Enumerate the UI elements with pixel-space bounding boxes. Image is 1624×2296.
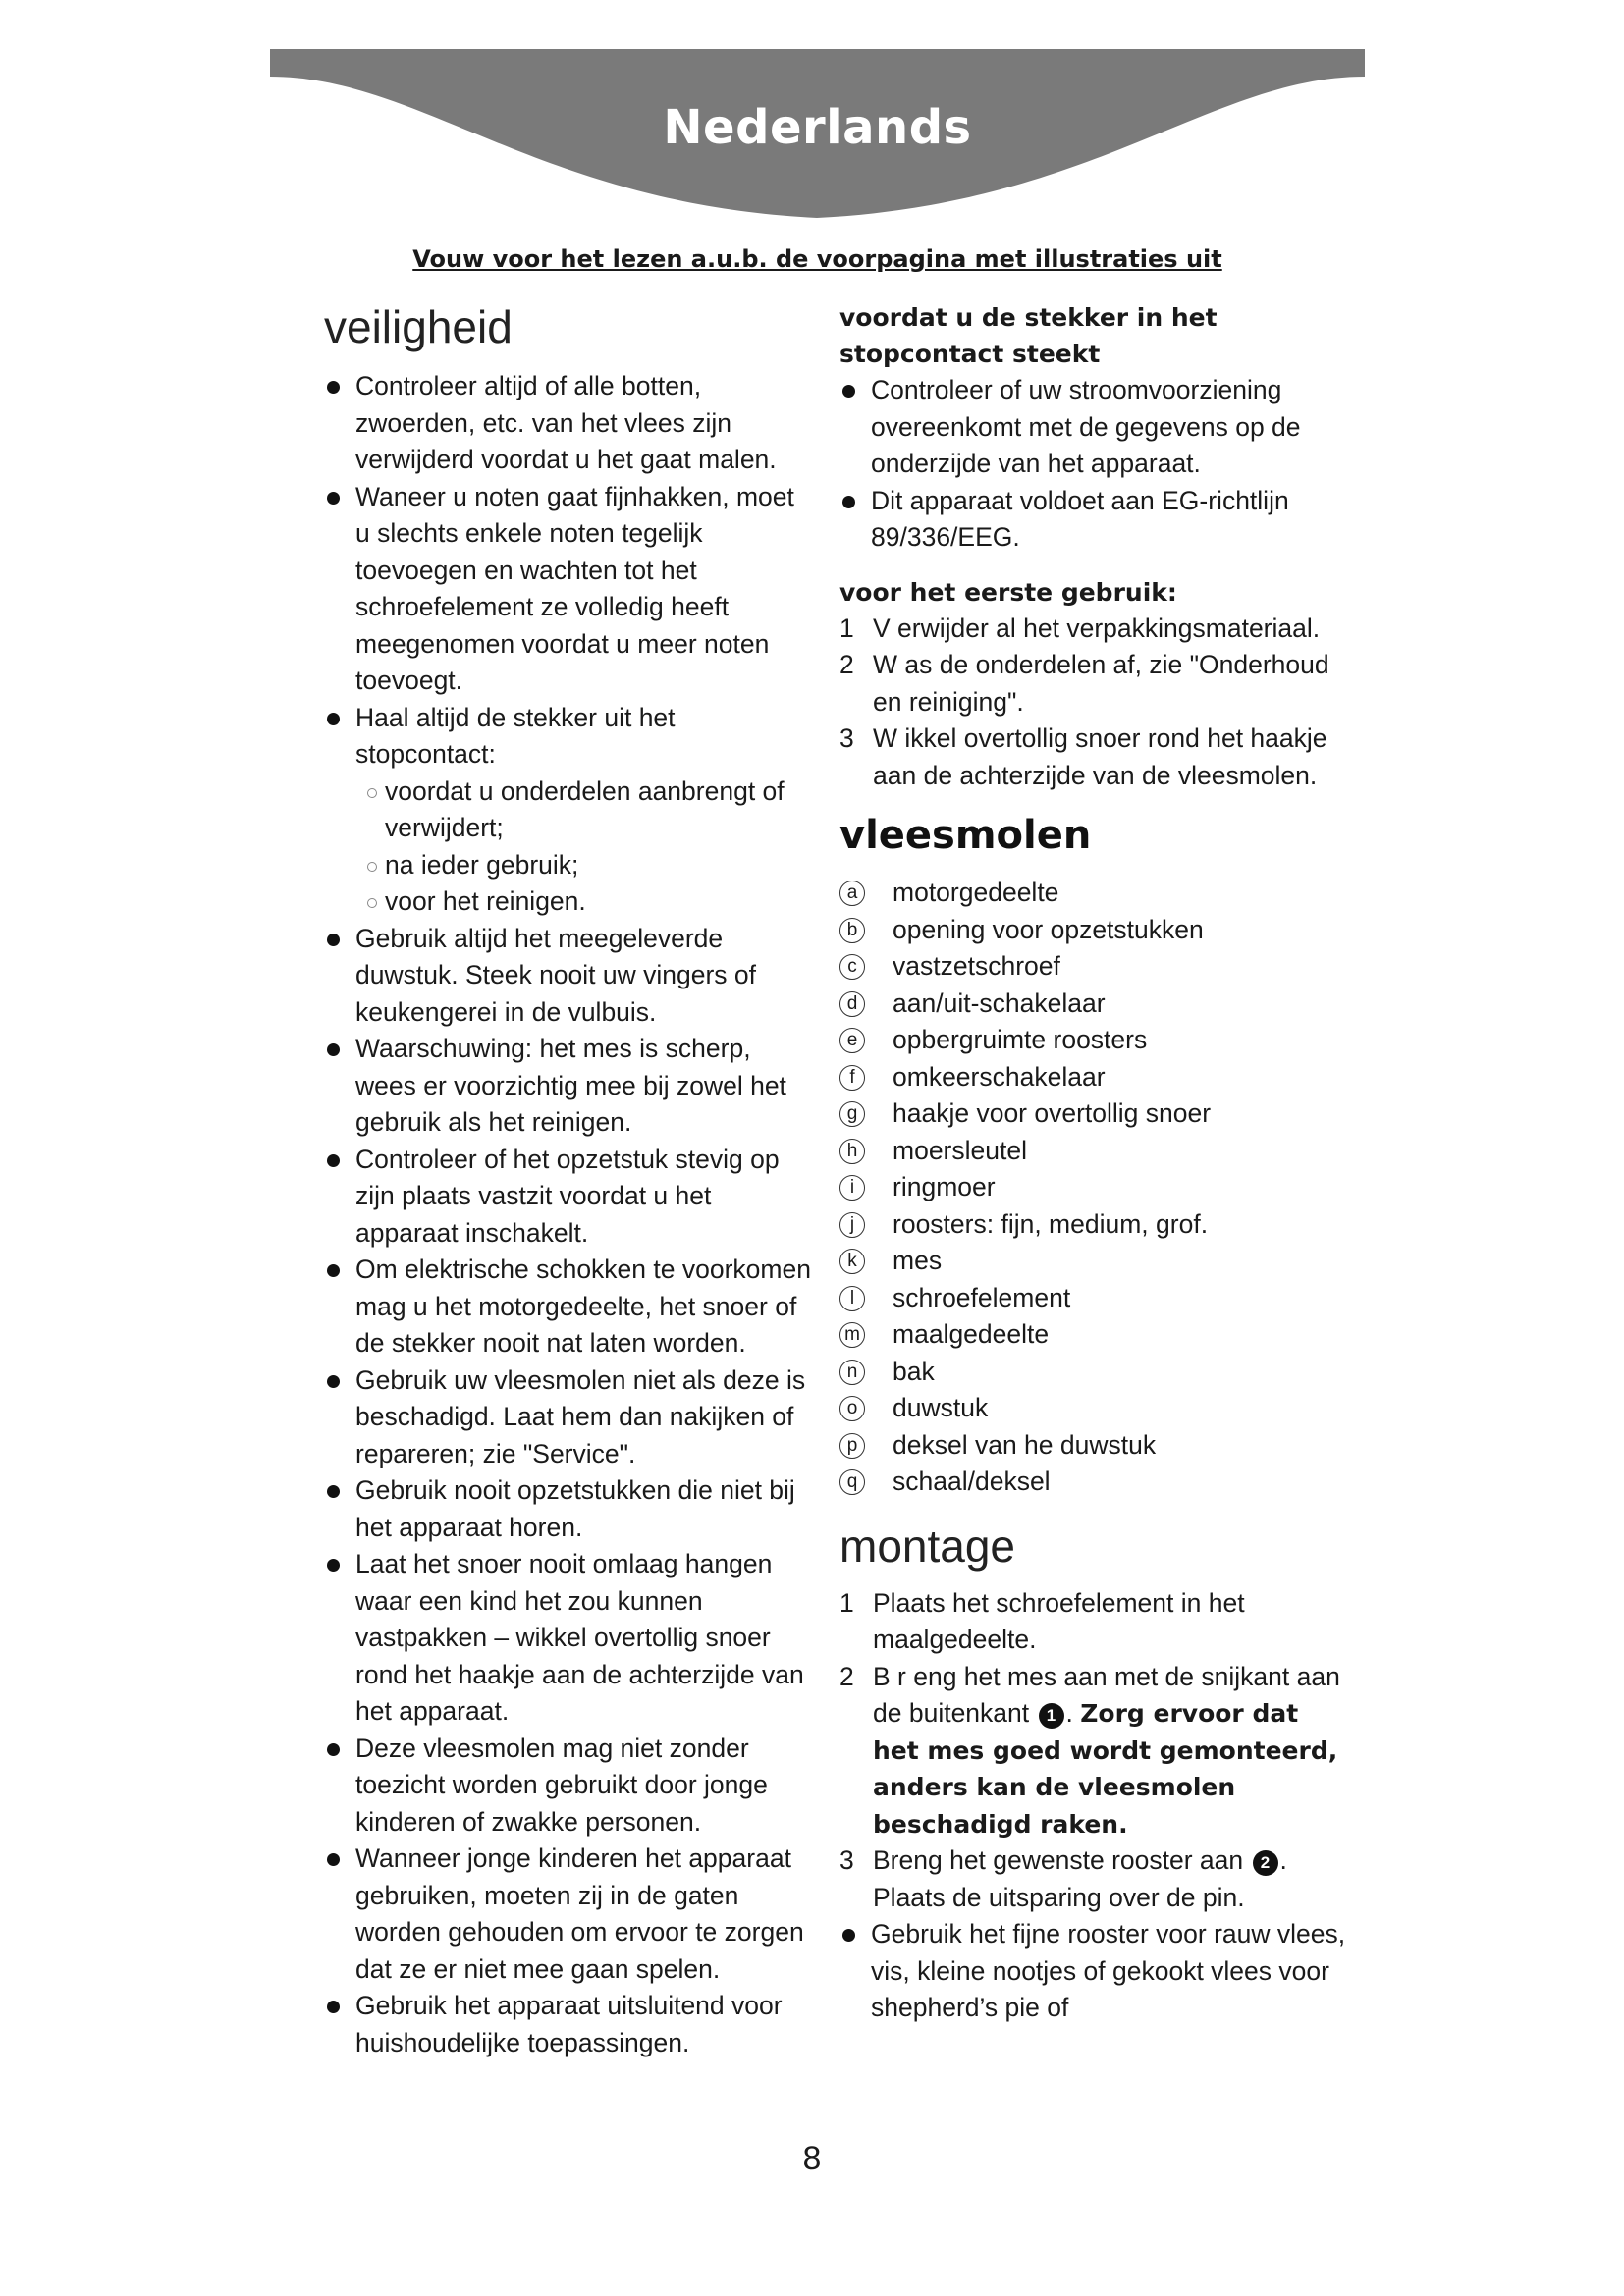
plug-item: Dit apparaat voldoet aan EG-richtlijn 89/336/EEG.	[839, 483, 1350, 557]
screen-usage-list	[839, 1916, 1350, 2027]
bullet-icon	[327, 1743, 340, 1756]
bullet-icon	[327, 1559, 340, 1572]
safety-item: Gebruik nooit opzetstukken die niet bij het apparaat horen.	[324, 1472, 815, 1546]
part-item: n bak	[839, 1354, 1350, 1391]
part-letter-icon: i	[839, 1175, 865, 1201]
meat-grinder-heading: vleesmolen	[839, 813, 1092, 858]
bullet-icon	[327, 2001, 340, 2013]
part-letter-icon: p	[839, 1433, 865, 1459]
safety-item: Controleer altijd of alle botten, zwoerden, etc. van het vlees zijn verwijderd voordat u het gaat malen.	[324, 368, 815, 479]
bullet-icon	[842, 496, 855, 508]
part-letter-icon: f	[839, 1065, 865, 1091]
part-item: a motorgedeelte	[839, 875, 1350, 912]
language-banner	[270, 49, 1365, 231]
part-item: h moersleutel	[839, 1133, 1350, 1170]
assembly-step: 3 Breng het gewenste rooster aan 2 . Plaats de uitsparing over de pin.	[839, 1845, 1287, 1912]
bullet-icon	[327, 1264, 340, 1277]
part-letter-icon: k	[839, 1249, 865, 1274]
part-letter-icon: d	[839, 991, 865, 1017]
safety-item: Gebruik uw vleesmolen niet als deze is beschadigd. Laat hem dan nakijken of repareren; zie "Service".	[324, 1362, 815, 1473]
assembly-step: 1 Plaats het schroefelement in het maalgedeelte.	[839, 1587, 1245, 1654]
fold-out-instruction: Vouw voor het lezen a.u.b. de voorpagina met illustraties uit	[412, 245, 1222, 273]
safety-item: Waneer u noten gaat fijnhakken, moet u slechts enkele noten tegelijk toevoegen en wachten tot het schroefelement ze volledig heeft meegenomen voordat u meer noten toevoegt.	[324, 479, 815, 700]
safety-list-continued	[324, 921, 815, 2062]
part-item: b opening voor opzetstukken	[839, 912, 1350, 949]
bullet-icon	[327, 1154, 340, 1167]
bullet-icon	[327, 381, 340, 394]
sub-bullet-icon	[367, 862, 377, 872]
safety-item: Laat het snoer nooit omlaag hangen waar een kind het zou kunnen vastpakken – wikkel overtollig snoer rond het haakje aan de achterzijde van het apparaat.	[324, 1546, 815, 1731]
safety-item: Gebruik altijd het meegeleverde duwstuk. Steek nooit uw vingers of keukengerei in de vulbuis.	[324, 921, 815, 1032]
part-item: p deksel van he duwstuk	[839, 1427, 1350, 1465]
part-letter-icon: l	[839, 1286, 865, 1311]
bullet-icon	[842, 385, 855, 398]
part-item: q schaal/deksel	[839, 1464, 1350, 1501]
safety-item: Wanneer jonge kinderen het apparaat gebruiken, moeten zij in de gaten worden gehouden om ervoor te zorgen dat ze er niet mee gaan spelen.	[324, 1841, 815, 1988]
part-item: j roosters: fijn, medium, grof.	[839, 1206, 1350, 1244]
bullet-icon	[327, 1485, 340, 1498]
bullet-icon	[842, 1929, 855, 1942]
page-number: 8	[802, 2140, 822, 2177]
left-column	[324, 299, 815, 2061]
bullet-icon	[327, 492, 340, 505]
right-column	[839, 299, 1350, 2027]
part-letter-icon: o	[839, 1396, 865, 1421]
sub-bullet-icon	[367, 788, 377, 798]
unplug-sublist	[324, 774, 815, 921]
part-letter-icon: q	[839, 1469, 865, 1495]
safety-item: Deze vleesmolen mag niet zonder toezicht worden gebruikt door jonge kinderen of zwakke personen.	[324, 1731, 815, 1842]
part-item: e opbergruimte roosters	[839, 1022, 1350, 1059]
bullet-icon	[327, 934, 340, 946]
unplug-item: na ieder gebruik;	[324, 847, 815, 884]
first-use-step: 1 V erwijder al het verpakkingsmateriaal.	[839, 613, 1321, 643]
bullet-icon	[327, 1375, 340, 1388]
part-letter-icon: c	[839, 954, 865, 980]
first-use-steps	[839, 611, 1350, 795]
part-item: d aan/uit-schakelaar	[839, 986, 1350, 1023]
blade-warning: Zorg ervoor dat het mes goed wordt gemonteerd, anders kan de vleesmolen beschadigd raken.	[873, 1699, 1338, 1839]
part-letter-icon: m	[839, 1322, 865, 1348]
safety-item: Waarschuwing: het mes is scherp, wees er voorzichtig mee bij zowel het gebruik als het reinigen.	[324, 1031, 815, 1142]
safety-item: Haal altijd de stekker uit het stopcontact:	[324, 700, 815, 774]
safety-list	[324, 368, 815, 774]
figure-1-icon: 1	[1039, 1703, 1064, 1729]
banner-title: Nederlands	[663, 100, 972, 155]
bullet-icon	[327, 1853, 340, 1866]
part-letter-icon: j	[839, 1212, 865, 1238]
safety-item: Gebruik het apparaat uitsluitend voor huishoudelijke toepassingen.	[324, 1988, 815, 2061]
assembly-steps	[839, 1585, 1350, 1917]
plug-item: Controleer of uw stroomvoorziening overeenkomt met de gegevens op de onderzijde van het apparaat.	[839, 372, 1350, 483]
part-letter-icon: b	[839, 918, 865, 943]
figure-2-icon: 2	[1253, 1850, 1278, 1876]
unplug-item: voordat u onderdelen aanbrengt of verwijdert;	[324, 774, 815, 847]
first-use-step: 3 W ikkel overtollig snoer rond het haakje aan de achterzijde van de vleesmolen.	[839, 723, 1327, 790]
before-plugging-list	[839, 372, 1350, 557]
sub-bullet-icon	[367, 898, 377, 908]
parts-list	[839, 875, 1350, 1501]
bullet-icon	[327, 1043, 340, 1056]
part-item: g haakje voor overtollig snoer	[839, 1095, 1350, 1133]
part-item: k mes	[839, 1243, 1350, 1280]
before-plugging-heading: voordat u de stekker in het stopcontact steekt	[839, 303, 1218, 368]
part-item: o duwstuk	[839, 1390, 1350, 1427]
part-item: c vastzetschroef	[839, 948, 1350, 986]
first-use-heading: voor het eerste gebruik:	[839, 577, 1177, 607]
part-item: f omkeerschakelaar	[839, 1059, 1350, 1096]
safety-item: Controleer of het opzetstuk stevig op zijn plaats vastzit voordat u het apparaat inschakelt.	[324, 1142, 815, 1253]
safety-heading: veiligheid	[324, 301, 513, 352]
part-letter-icon: g	[839, 1101, 865, 1127]
assembly-step: 2 B r eng het mes aan met de snijkant aan de buitenkant 1 . Zorg ervoor dat het mes goed wordt gemonteerd, anders kan de vleesmolen beschadigd raken.	[839, 1661, 1340, 1839]
part-letter-icon: n	[839, 1360, 865, 1385]
part-letter-icon: h	[839, 1139, 865, 1164]
screen-usage-item: Gebruik het fijne rooster voor rauw vlees, vis, kleine nootjes of gekookt vlees voor shepherd’s pie of	[839, 1916, 1350, 2027]
assembly-heading: montage	[839, 1520, 1016, 1572]
part-item: m maalgedeelte	[839, 1316, 1350, 1354]
part-letter-icon: a	[839, 881, 865, 906]
safety-item: Om elektrische schokken te voorkomen mag u het motorgedeelte, het snoer of de stekker nooit nat laten worden.	[324, 1252, 815, 1362]
unplug-item: voor het reinigen.	[324, 883, 815, 921]
part-item: l schroefelement	[839, 1280, 1350, 1317]
part-item: i ringmoer	[839, 1169, 1350, 1206]
part-letter-icon: e	[839, 1028, 865, 1053]
bullet-icon	[327, 713, 340, 725]
first-use-step: 2 W as de onderdelen af, zie "Onderhoud en reiniging".	[839, 650, 1329, 717]
